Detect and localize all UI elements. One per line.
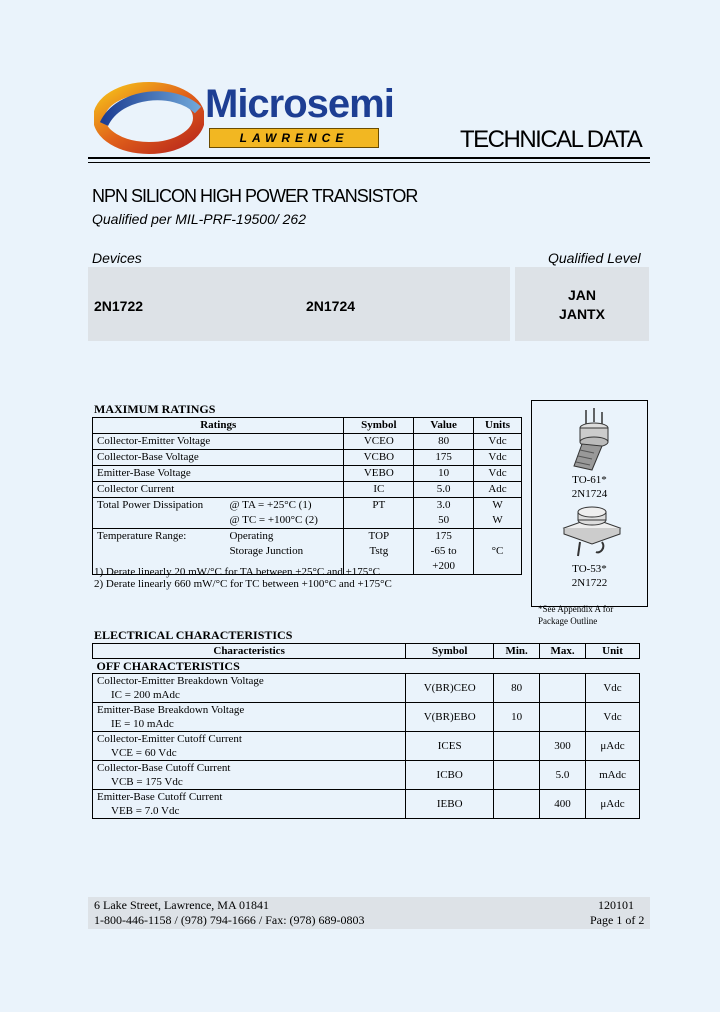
characteristic-name: Emitter-Base Breakdown Voltage [97,704,245,716]
rating-symbol: VEBO [344,466,414,482]
characteristic [93,732,406,761]
table-row [93,761,640,790]
power-rating-label: Total Power Dissipation [97,499,204,511]
characteristic-condition: IC = 200 mAdc [111,689,180,701]
rating-symbol: VCBO [344,450,414,466]
microsemi-logo-icon [94,82,204,154]
table-row [93,450,522,466]
rating-units: Adc [474,482,522,498]
characteristic [93,703,406,732]
package-device: 2N1724 [571,488,608,500]
power-units-1: W [492,499,503,511]
header-rule [88,157,650,159]
characteristic [93,790,406,819]
table-header: Symbol [344,418,414,434]
characteristic-condition: VCB = 175 Vdc [111,776,183,788]
characteristic-name: Collector-Base Cutoff Current [97,762,231,774]
table-header: Units [474,418,522,434]
power-value-2: 50 [438,514,450,526]
characteristic [93,674,406,703]
rating-name [93,498,344,529]
rating-symbol: IC [344,482,414,498]
header-rule-thin [88,162,650,163]
characteristic-name: Collector-Emitter Breakdown Voltage [97,675,264,687]
product-title: NPN SILICON HIGH POWER TRANSISTOR [92,186,418,206]
electrical-title: ELECTRICAL CHARACTERISTICS [94,628,293,642]
table-header: Ratings [93,418,344,434]
char-symbol: IEBO [406,790,494,819]
temp-value-1: 175 [435,530,452,542]
level-jantx: JANTX [559,306,605,322]
table-header: Characteristics [93,644,406,659]
characteristic-name: Collector-Emitter Cutoff Current [97,733,242,745]
qualified-level-panel [515,267,649,341]
char-max [540,674,586,703]
to53-package-icon [560,506,624,558]
char-symbol: ICBO [406,761,494,790]
rating-units [474,498,522,529]
temp-cond-storage: Storage Junction [229,545,304,557]
rating-name: Collector-Base Voltage [93,450,344,466]
char-symbol: V(BR)EBO [406,703,494,732]
max-ratings-title: MAXIMUM RATINGS [94,402,216,416]
char-min: 80 [494,674,540,703]
device-2n1722: 2N1722 [94,298,144,314]
table-row [93,466,522,482]
max-ratings-table [92,417,522,575]
characteristic-condition: VCE = 60 Vdc [111,747,177,759]
char-min: 10 [494,703,540,732]
derate-note-2: 2) Derate linearly 660 mW/°C for TC between +100°C and +175°C [94,578,392,590]
power-conditions [229,498,339,528]
table-header: Unit [586,644,640,659]
rating-units: Vdc [474,466,522,482]
table-header: Max. [540,644,586,659]
power-cond-tc: @ TC = +100°C (2) [229,514,318,526]
power-units-2: W [492,514,503,526]
table-row [93,482,522,498]
table-row [93,498,522,529]
temp-value-2: -65 to +200 [430,545,457,572]
package-name: TO-53* [572,563,607,575]
rating-name: Emitter-Base Voltage [93,466,344,482]
char-max: 300 [540,732,586,761]
brand-name: Microsemi [205,82,394,126]
temp-rating-label: Temperature Range: [97,530,187,542]
table-header: Value [414,418,474,434]
section-row [93,659,640,674]
devices-panel [88,267,510,341]
rating-symbol: VCEO [344,434,414,450]
characteristic [93,761,406,790]
char-max: 400 [540,790,586,819]
rating-value: 175 [414,450,474,466]
power-value-1: 3.0 [436,499,451,511]
temp-symbol-tstg: Tstg [369,545,389,557]
table-header: Symbol [406,644,494,659]
package-note: Package Outline [538,616,598,626]
power-cond-ta: @ TA = +25°C (1) [229,499,312,511]
footer-date-code: 120101 [598,898,634,912]
table-row [93,703,640,732]
rating-name: Collector-Emitter Voltage [93,434,344,450]
char-unit: Vdc [586,674,640,703]
document-type: TECHNICAL DATA [460,126,642,153]
rating-name: Collector Current [93,482,344,498]
char-unit: mAdc [586,761,640,790]
characteristic-name: Emitter-Base Cutoff Current [97,791,223,803]
table-row [93,790,640,819]
electrical-table [92,643,640,819]
temp-symbol-top: TOP [368,530,390,542]
char-symbol: V(BR)CEO [406,674,494,703]
section-heading: OFF CHARACTERISTICS [93,659,640,674]
qualified-level-label: Qualified Level [548,250,641,266]
char-max: 5.0 [540,761,586,790]
qualification-spec: Qualified per MIL-PRF-19500/ 262 [92,211,306,227]
devices-label: Devices [92,250,142,266]
rating-units: Vdc [474,450,522,466]
rating-symbol: PT [344,498,414,529]
package-name: TO-61* [572,474,607,486]
char-min [494,732,540,761]
table-row [93,674,640,703]
footer-address: 6 Lake Street, Lawrence, MA 01841 [94,898,269,912]
package-note: *See Appendix A for [538,604,614,614]
rating-units: Vdc [474,434,522,450]
rating-value [414,498,474,529]
rating-value: 5.0 [414,482,474,498]
char-unit: Vdc [586,703,640,732]
footer-phone: 1-800-446-1158 / (978) 794-1666 / Fax: (978) 689-0803 [94,913,365,927]
characteristic-condition: VEB = 7.0 Vdc [111,805,180,817]
table-header-row [93,644,640,659]
char-min [494,790,540,819]
char-unit: μAdc [586,790,640,819]
to61-package-icon [556,406,622,472]
table-row [93,434,522,450]
char-max [540,703,586,732]
package-device: 2N1722 [571,577,608,589]
brand-subtitle: LAWRENCE [209,128,379,148]
derate-note-1: 1) Derate linearly 20 mW/°C for TA between +25°C and +175°C [94,566,381,578]
rating-value: 80 [414,434,474,450]
rating-value [414,529,474,575]
char-min [494,761,540,790]
characteristic-condition: IE = 10 mAdc [111,718,174,730]
temp-conditions [229,529,339,559]
table-row [93,732,640,761]
char-symbol: ICES [406,732,494,761]
rating-units: °C [474,529,522,575]
device-2n1724: 2N1724 [306,298,356,314]
table-header: Min. [494,644,540,659]
temp-cond-operating: Operating [229,530,274,542]
char-unit: μAdc [586,732,640,761]
footer-page-number: Page 1 of 2 [590,913,645,927]
table-header-row [93,418,522,434]
rating-value: 10 [414,466,474,482]
level-jan: JAN [567,287,596,303]
